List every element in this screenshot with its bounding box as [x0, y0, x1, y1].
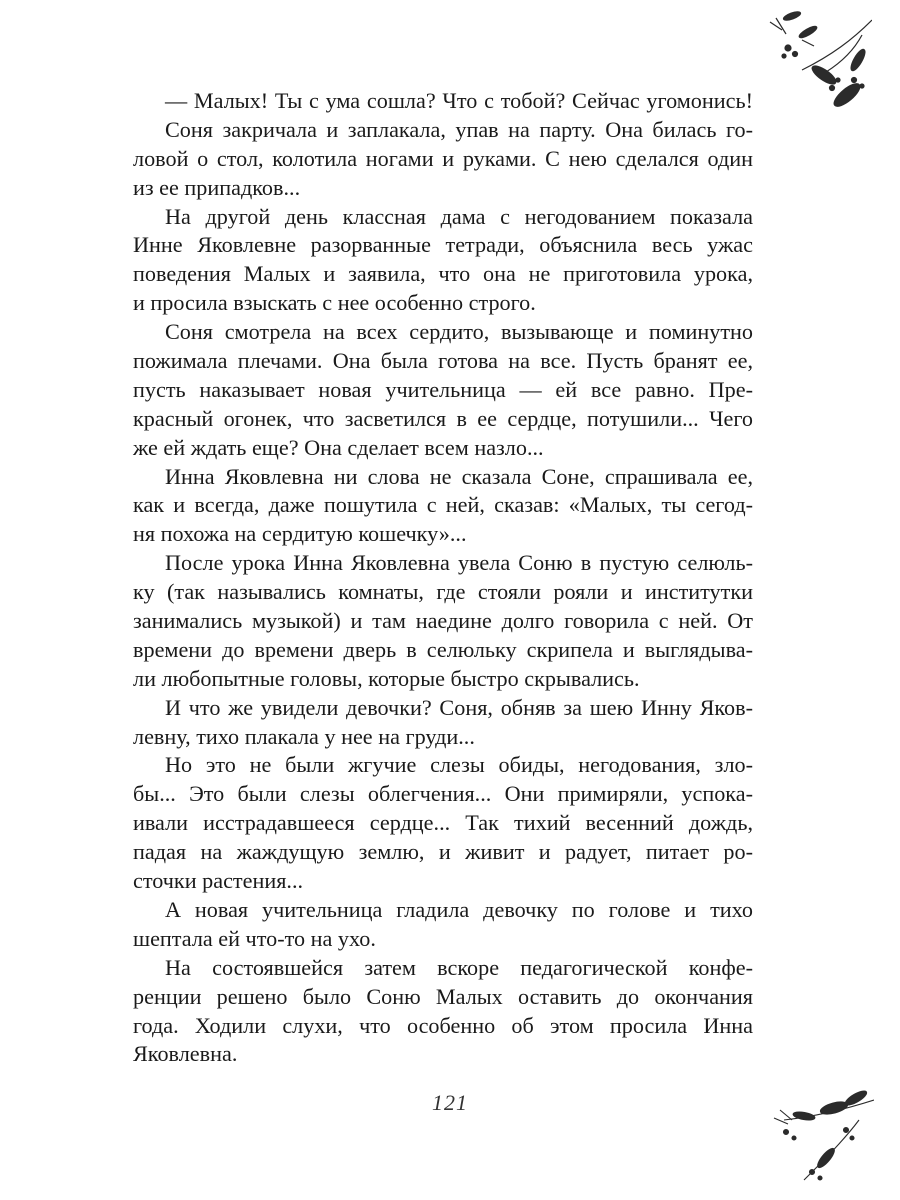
page-number: 121 [432, 1090, 468, 1115]
text-line: поведения Малых и заявила, что она не приготовила урока, [133, 261, 753, 287]
text-line: как и всегда, даже пошутила с ней, сказав: «Малых, ты сегод- [133, 492, 753, 518]
text-line: Соня смотрела на всех сердито, вызывающе и поминутно [165, 319, 753, 345]
text-line: падая на жаждущую землю, и живит и радует, питает ро- [133, 839, 753, 865]
floral-ornament-bottom-icon [764, 1080, 874, 1190]
text-line: А новая учительница гладила девочку по голове и тихо [165, 896, 753, 922]
text-line: ку (так назывались комнаты, где стояли рояли и институтки [133, 579, 753, 605]
text-line: — Малых! Ты с ума сошла? Что с тобой? Сейчас угомонись! [165, 88, 753, 113]
text-line: Но это не были жгучие слезы обиды, негодования, зло- [165, 752, 753, 778]
text-line: Яковлевна. [133, 1041, 238, 1067]
text-line: Инне Яковлевне разорванные тетради, объяснила весь ужас [133, 232, 753, 258]
text-line: шептала ей что-то на ухо. [133, 925, 376, 951]
text-line: красный огонек, что засветился в ее сердце, потушили... Чего [133, 405, 753, 431]
text-line: ловой о стол, колотила ногами и руками. С нею сделался один [133, 145, 753, 171]
text-line: После урока Инна Яковлевна увела Соню в пустую селюль- [165, 550, 753, 576]
text-line: На другой день классная дама с негодованием показала [165, 203, 753, 229]
text-line: времени до времени дверь в селюльку скрипела и выглядыва- [133, 636, 753, 662]
text-line: ренции решено было Соню Малых оставить до окончания [133, 983, 753, 1009]
text-line: Соня закричала и заплакала, упав на парту. Она билась го- [165, 116, 753, 142]
text-line: из ее припадков... [133, 174, 301, 200]
text-line: И что же увидели девочки? Соня, обняв за шею Инну Яков- [165, 694, 753, 720]
text-line: пожимала плечами. Она была готова на все. Пусть бранят ее, [133, 348, 753, 374]
text-line: занимались музыкой) и там наедине долго говорила с ней. От [133, 608, 753, 634]
book-page-text [133, 87, 753, 1069]
text-line: На состоявшейся затем вскоре педагогической конфе- [165, 954, 753, 980]
text-line: ня похожа на сердитую кошечку»... [133, 521, 467, 547]
text-line: и просила взыскать с нее особенно строго. [133, 290, 536, 316]
text-line: же ей ждать еще? Она сделает всем назло... [133, 434, 544, 460]
text-line: сточки растения... [133, 868, 304, 894]
text-line: года. Ходили слухи, что особенно об этом просила Инна [133, 1012, 753, 1038]
text-line: ивали исстрадавшееся сердце... Так тихий весенний дождь, [133, 810, 753, 836]
text-line: ли любопытные головы, которые быстро скрывались. [133, 665, 640, 691]
text-line: бы... Это были слезы облегчения... Они примиряли, успока- [133, 781, 753, 807]
text-line: левну, тихо плакала у нее на груди... [133, 723, 475, 749]
text-line: Инна Яковлевна ни слова не сказала Соне, спрашивала ее, [165, 463, 753, 489]
floral-ornament-top-icon [762, 0, 872, 110]
text-line: пусть наказывает новая учительница — ей все равно. Пре- [133, 376, 753, 402]
